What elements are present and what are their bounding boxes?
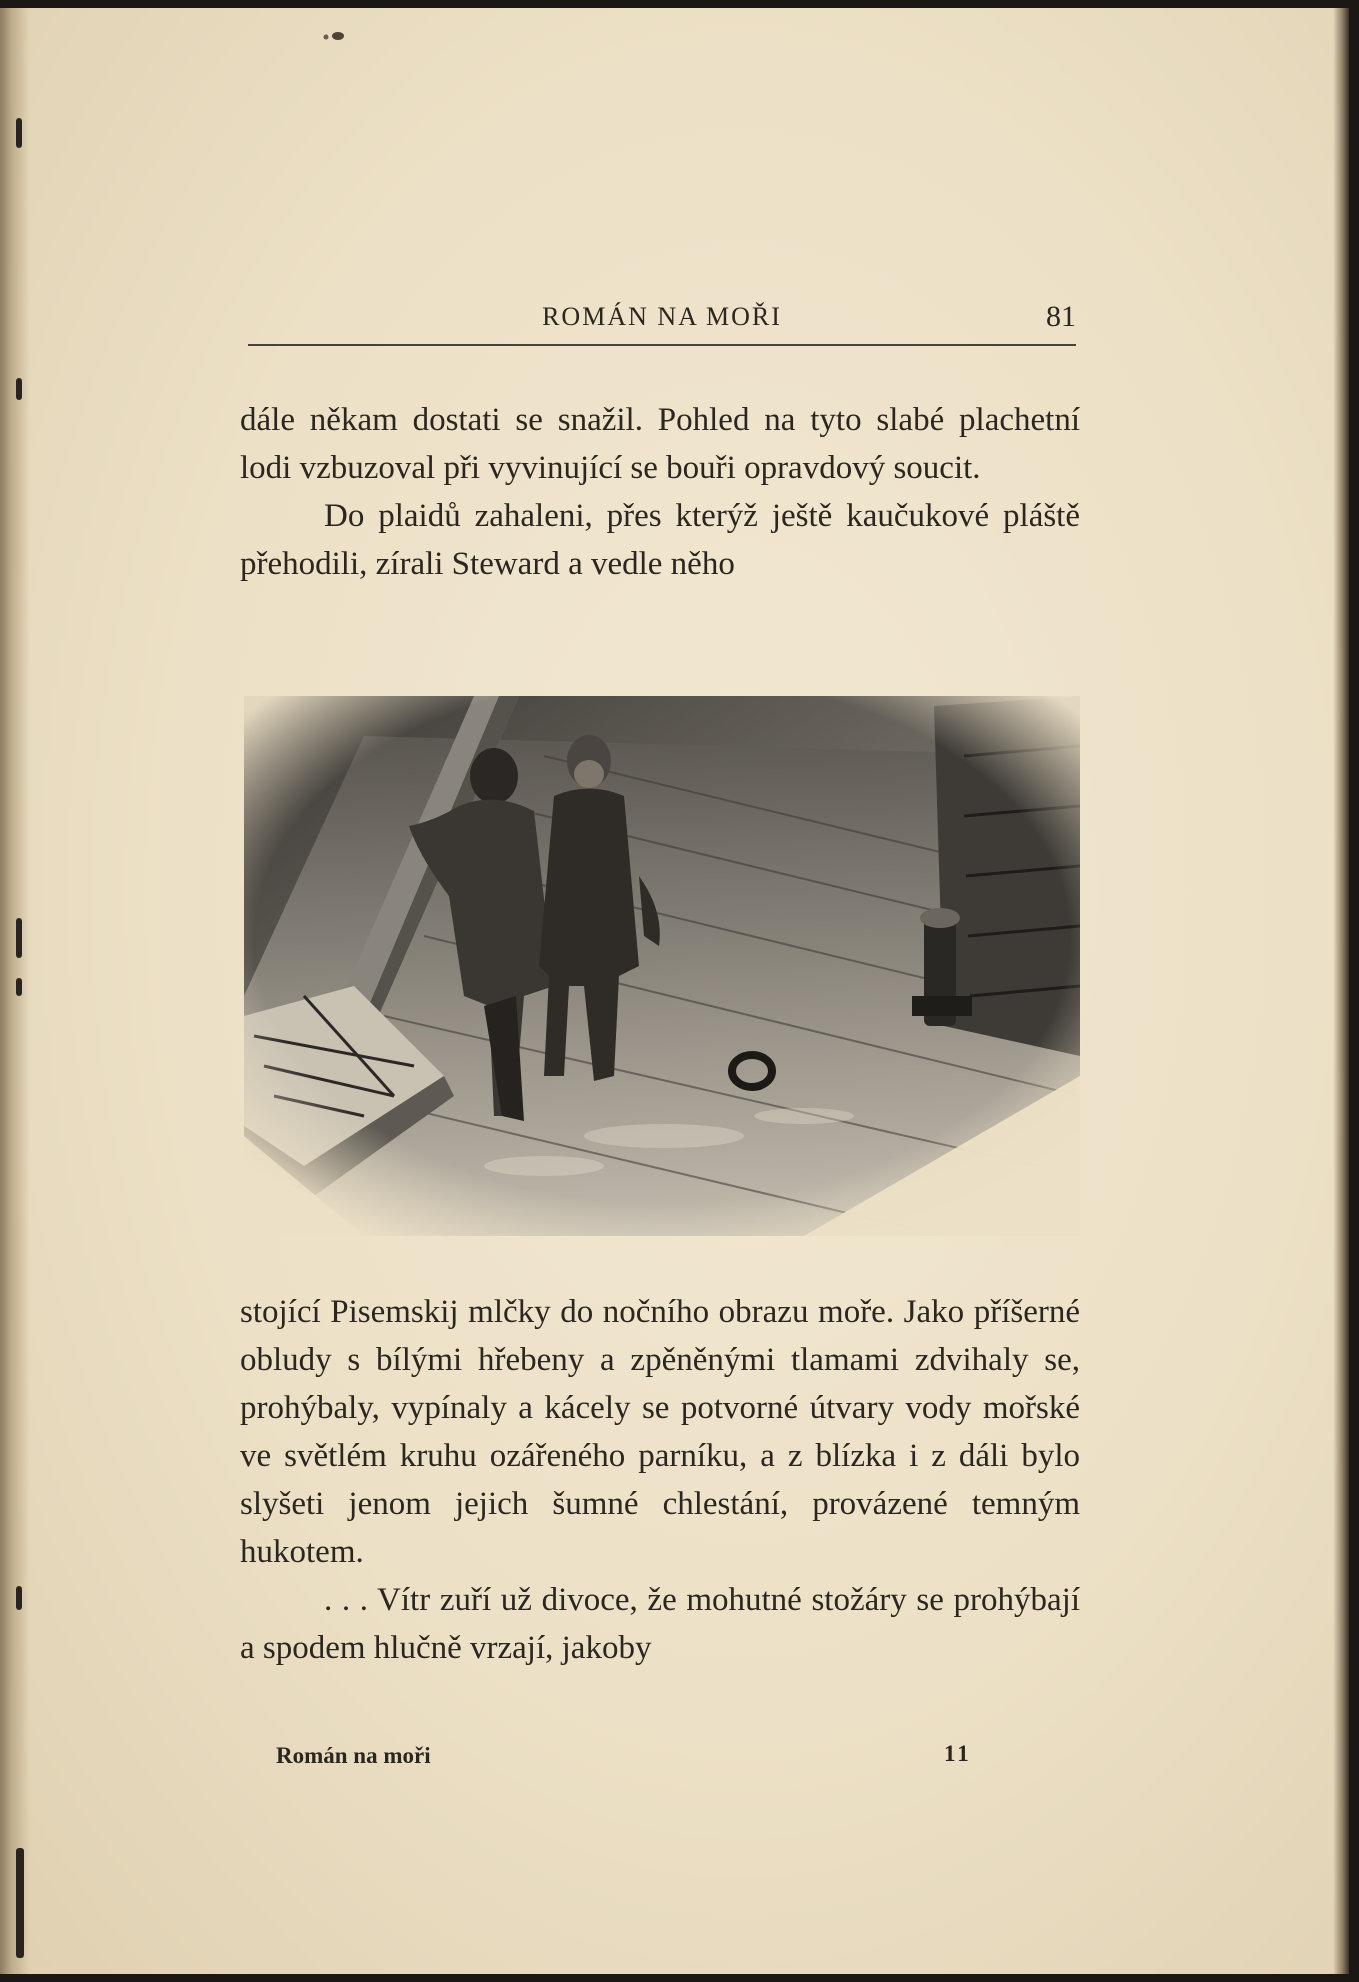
paragraph: dále někam dostati se snažil. Pohled na tyto slabé plachetní lodi vzbuzoval při vyvinující se bouři opravdový soucit. [240, 402, 1080, 486]
ink-mark-icon [320, 30, 348, 42]
paragraph: stojící Pisemskij mlčky do nočního obrazu moře. Jako příšerné obludy s bílými hřebeny a zpěněnými tlamami zdvihaly se, prohýbaly, vypínaly a kácely se potvorné útvary vody mořské ve světlém kruhu ozářeného parníku, a z blízka i z dáli bylo slyšeti jenom jejich šumné chlestání, provázené temným hukotem. [240, 1294, 1080, 1570]
binding-thread [16, 918, 22, 958]
printer-signature: 11 [944, 1741, 972, 1766]
footer-book-title: Román na moři [276, 1743, 431, 1768]
binding-thread [16, 1848, 24, 1958]
paragraph: . . . Vítr zuří už divoce, že mohutné stožáry se prohýbají a spodem hlučně vrzají, jakoby [240, 1582, 1080, 1666]
page-number: 81 [1046, 300, 1076, 333]
binding-thread [16, 378, 22, 400]
binding-thread [16, 118, 22, 148]
running-head: ROMÁN NA MOŘI [542, 302, 782, 331]
page-right-edge [1333, 8, 1349, 1974]
binding-thread [16, 978, 22, 996]
page-binding-edge [0, 8, 30, 1974]
page-header [248, 296, 1076, 346]
illustration-sailors-on-deck [244, 696, 1080, 1236]
book-page [0, 8, 1349, 1974]
paragraph: Do plaidů zahaleni, přes kterýž ještě kaučukové pláště přehodili, zírali Steward a vedle něho [240, 498, 1080, 582]
text-block-top [240, 396, 1080, 588]
binding-thread [16, 1586, 22, 1610]
text-block-bottom [240, 1288, 1080, 1672]
